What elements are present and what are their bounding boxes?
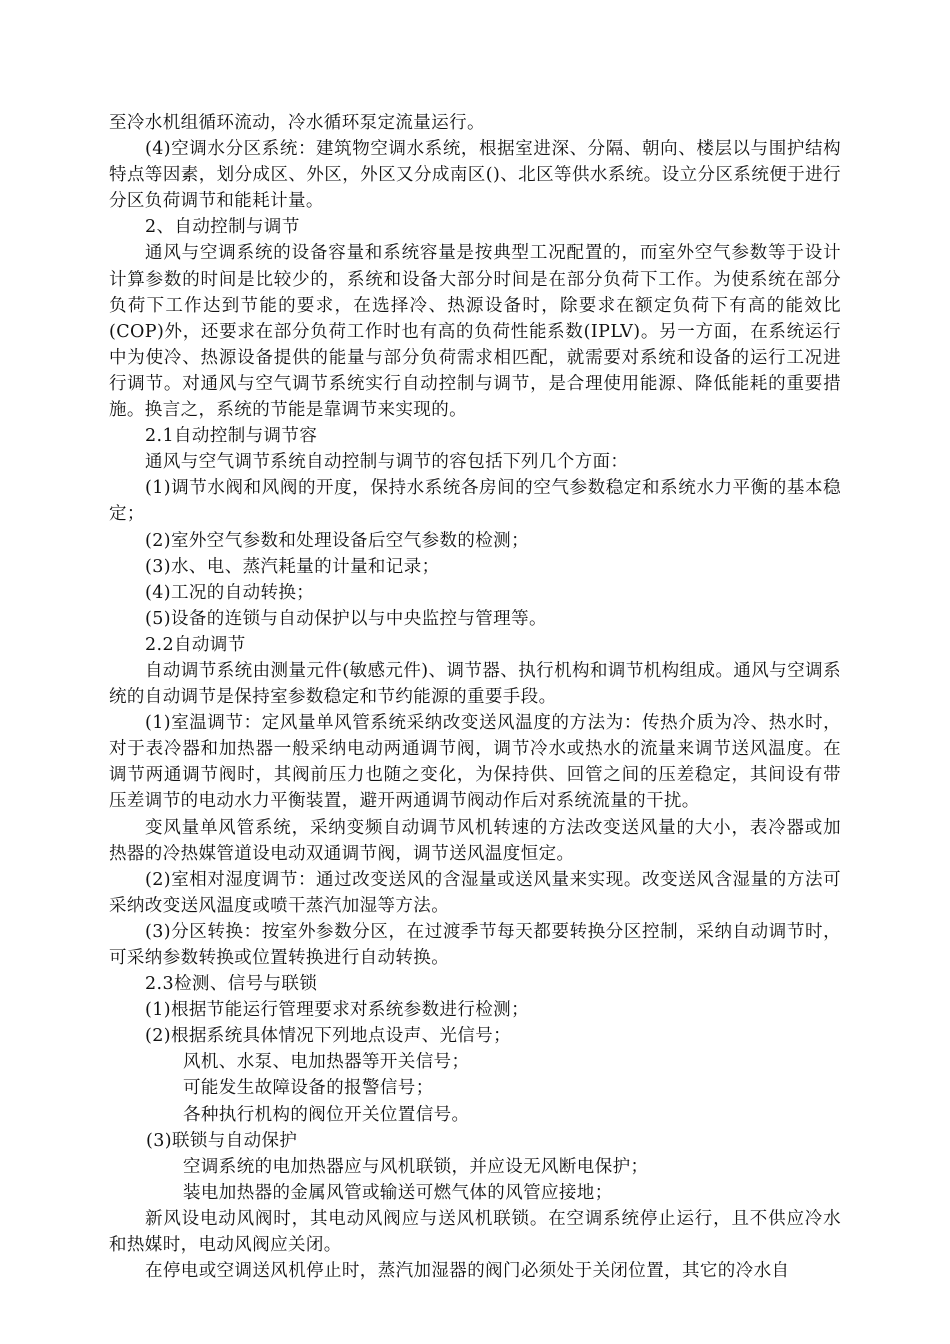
- paragraph: 新风设电动风阀时，其电动风阀应与送风机联锁。在空调系统停止运行，且不供应冷水和热媒时，电动风阀应关闭。: [109, 1208, 841, 1256]
- paragraph: (3)水、电、蒸汽耗量的计量和记录；: [145, 556, 440, 577]
- paragraph: 通风与空气调节系统自动控制与调节的容包括下列几个方面：: [145, 452, 629, 473]
- paragraph: 风机、水泵、电加热器等开关信号；: [183, 1052, 470, 1073]
- paragraph: (1)调节水阀和风阀的开度，保持水系统各房间的空气参数稳定和系统水力平衡的基本稳定；: [109, 478, 841, 525]
- paragraph: (4)空调水分区系统：建筑物空调水系统，根据室进深、分隔、朝向、楼层以与围护结构特点等因素，划分成区、外区，外区又分成南区()、北区等供水系统。设立分区系统便于进行分区负荷调节和能耗计量。: [109, 139, 841, 212]
- paragraph: 2.1自动控制与调节容: [145, 426, 318, 447]
- paragraph: (2)根据系统具体情况下列地点设声、光信号；: [145, 1026, 512, 1047]
- paragraph: (4)工况的自动转换；: [145, 582, 315, 603]
- paragraph: 2.2自动调节: [145, 634, 246, 655]
- paragraph: (2)室外空气参数和处理设备后空气参数的检测；: [145, 530, 529, 551]
- paragraph: 2、自动控制与调节: [145, 217, 300, 238]
- paragraph: 自动调节系统由测量元件(敏感元件)、调节器、执行机构和调节机构组成。通风与空调系统的自动调节是保持室参数稳定和节约能源的重要手段。: [109, 660, 841, 708]
- paragraph: 变风量单风管系统，采纳变频自动调节风机转速的方法改变送风量的大小，表冷器或加热器的冷热媒管道设电动双通调节阀，调节送风温度恒定。: [109, 817, 841, 864]
- paragraph: (1)根据节能运行管理要求对系统参数进行检测；: [145, 1000, 529, 1021]
- paragraph: 在停电或空调送风机停止时，蒸汽加湿器的阀门必须处于关闭位置，其它的冷水自: [145, 1261, 790, 1282]
- paragraph: (3)分区转换：按室外参数分区，在过渡季节每天都要转换分区控制，采纳自动调节时，可采纳参数转换或位置转换进行自动转换。: [109, 921, 841, 968]
- paragraph: (2)室相对湿度调节：通过改变送风的含湿量或送风量来实现。改变送风含湿量的方法可采纳改变送风温度或喷干蒸汽加湿等方法。: [109, 869, 841, 916]
- body-text: [109, 110, 841, 1284]
- paragraph: 可能发生故障设备的报警信号；: [183, 1078, 434, 1099]
- paragraph: 各种执行机构的阀位开关位置信号。: [183, 1104, 470, 1125]
- paragraph: (1)室温调节：定风量单风管系统采纳改变送风温度的方法为：传热介质为冷、热水时，对于表冷器和加热器一般采纳电动两通调节阀，调节冷水或热水的流量来调节送风温度。在调节两通调节阀时，其阀前压力也随之变化，为保持供、回管之间的压差稳定，其间设有带压差调节的电动水力平衡装置，避开两通调节阀动作后对系统流量的干扰。: [109, 713, 841, 812]
- paragraph: 至冷水机组循环流动，冷水循环泵定流量运行。: [109, 113, 485, 133]
- paragraph: 通风与空调系统的设备容量和系统容量是按典型工况配置的，而室外空气参数等于设计计算参数的时间是比较少的，系统和设备大部分时间是在部分负荷下工作。为使系统在部分负荷下工作达到节能的要求，在选择冷、热源设备时，除要求在额定负荷下有高的能效比(COP)外，还要求在部分负荷工作时也有高的负荷性能系数(IPLV)。另一方面，在系统运行中为使冷、热源设备提供的能量与部分负荷需求相匹配，就需要对系统和设备的运行工况进行调节。对通风与空气调节系统实行自动控制与调节，是合理使用能源、降低能耗的重要措施。换言之，系统的节能是靠调节来实现的。: [109, 243, 841, 421]
- paragraph: 空调系统的电加热器应与风机联锁，并应设无风断电保护；: [183, 1156, 649, 1177]
- paragraph: (5)设备的连锁与自动保护以与中央监控与管理等。: [145, 608, 547, 629]
- paragraph: 装电加热器的金属风管或输送可燃气体的风管应接地；: [183, 1182, 613, 1203]
- paragraph: 2.3检测、信号与联锁: [145, 974, 318, 995]
- paragraph: (3)联锁与自动保护: [146, 1130, 298, 1151]
